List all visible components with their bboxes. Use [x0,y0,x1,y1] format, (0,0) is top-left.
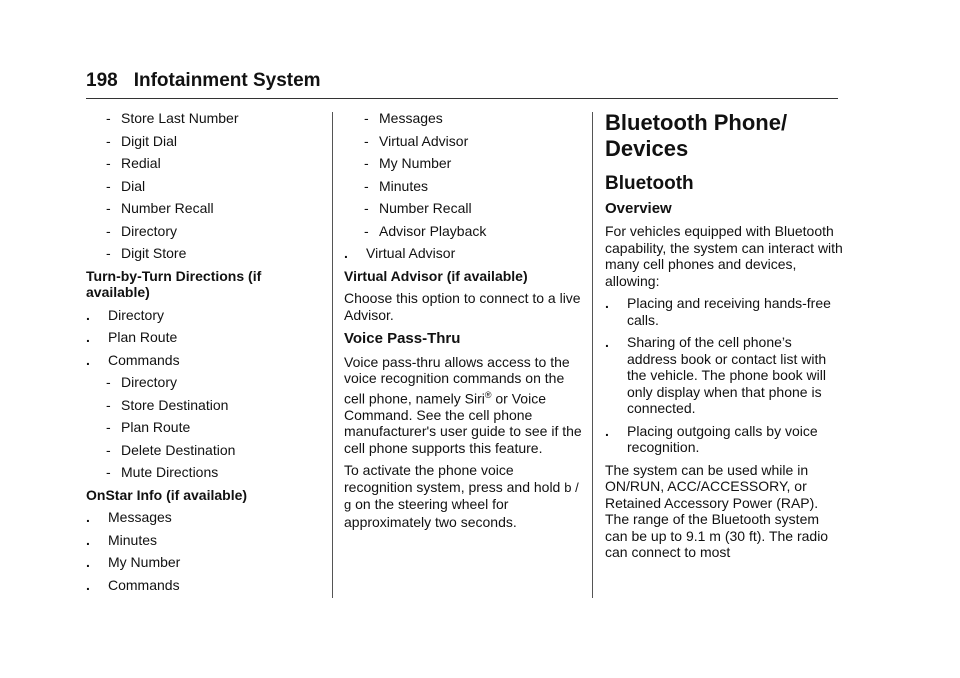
list-item: - Store Last Number [106,110,239,126]
list-item: - Dial [106,177,146,194]
tbt-heading: Turn-by-Turn Directions (if available) [86,267,262,300]
voice-pass-thru-activation: To activate the phone voice recognition system, press and hold b / g on the steering wheel for approximately two seconds. [344,462,579,530]
list-item: - Plan Route [106,419,191,435]
list-item: . My Number [86,554,181,570]
subsection-title: Bluetooth [605,173,694,194]
column-3 [605,110,845,567]
overview-heading: Overview [605,199,672,217]
list-item: - Delete Destination [106,441,236,458]
column-divider [592,112,593,598]
list-item: - Number Recall [364,200,472,216]
page-header [86,70,838,99]
list-item: . Virtual Advisor [344,245,456,261]
list-item: - Mute Directions [106,464,219,480]
list-item: - Store Destination [106,396,229,413]
list-item: - Advisor Playback [364,222,487,239]
list-item: . Sharing of the cell phone’s address book or contact list with the vehicle. The phone book will only display when that phone is connected. [605,334,827,416]
dial-list [86,110,326,262]
overview-intro: For vehicles equipped with Bluetooth capability, the system can interact with many cell phones and devices, allowing: [605,223,843,289]
list-item: - Digit Dial [106,132,178,149]
list-item: - Messages [364,110,443,126]
list-item: - Virtual Advisor [364,132,469,149]
list-item: - Number Recall [106,200,214,216]
list-item: - Redial [106,155,161,171]
voice-button-icon: b / g [344,479,579,513]
list-item: . Placing and receiving hands-free calls. [605,295,831,328]
registered-mark: ® [484,389,492,400]
list-item: - Directory [106,374,178,390]
list-item: . Plan Route [86,329,178,345]
list-item: - Digit Store [106,245,187,261]
list-item: . Commands [86,576,180,593]
list-item: . Commands [86,351,180,368]
column-divider [332,112,333,598]
column-2 [344,110,584,536]
page-number: 198 [86,70,118,91]
column-1 [86,110,326,599]
list-item: . Minutes [86,531,158,548]
voice-pass-thru-heading: Voice Pass-Thru [344,330,461,347]
list-item: . Messages [86,509,172,525]
list-item: - My Number [364,155,452,171]
voice-pass-thru-text: Voice pass-thru allows access to the voice recognition commands on the cell phone, namely Siri® or Voice Command. See the cell phone manufacturer's user guide to see if the cell phone supports this feature. [344,353,582,456]
list-item: - Minutes [364,177,429,194]
onstar-heading: OnStar Info (if available) [86,486,248,503]
page-title: Infotainment System [133,70,321,91]
list-item: . Placing outgoing calls by voice recognition. [605,422,818,455]
list-item: . Directory [86,306,165,323]
virtual-advisor-heading: Virtual Advisor (if available) [344,267,528,284]
section-title: Bluetooth Phone/ Devices [605,110,788,161]
list-item: - Directory [106,222,178,239]
virtual-advisor-text: Choose this option to connect to a live Advisor. [344,290,581,323]
system-usage-text: The system can be used while in ON/RUN, ACC/ACCESSORY, or Retained Accessory Power (RAP). The range of the Bluetooth system can be up to 9.1 m (30 ft). The radio can connect to most [605,461,829,560]
